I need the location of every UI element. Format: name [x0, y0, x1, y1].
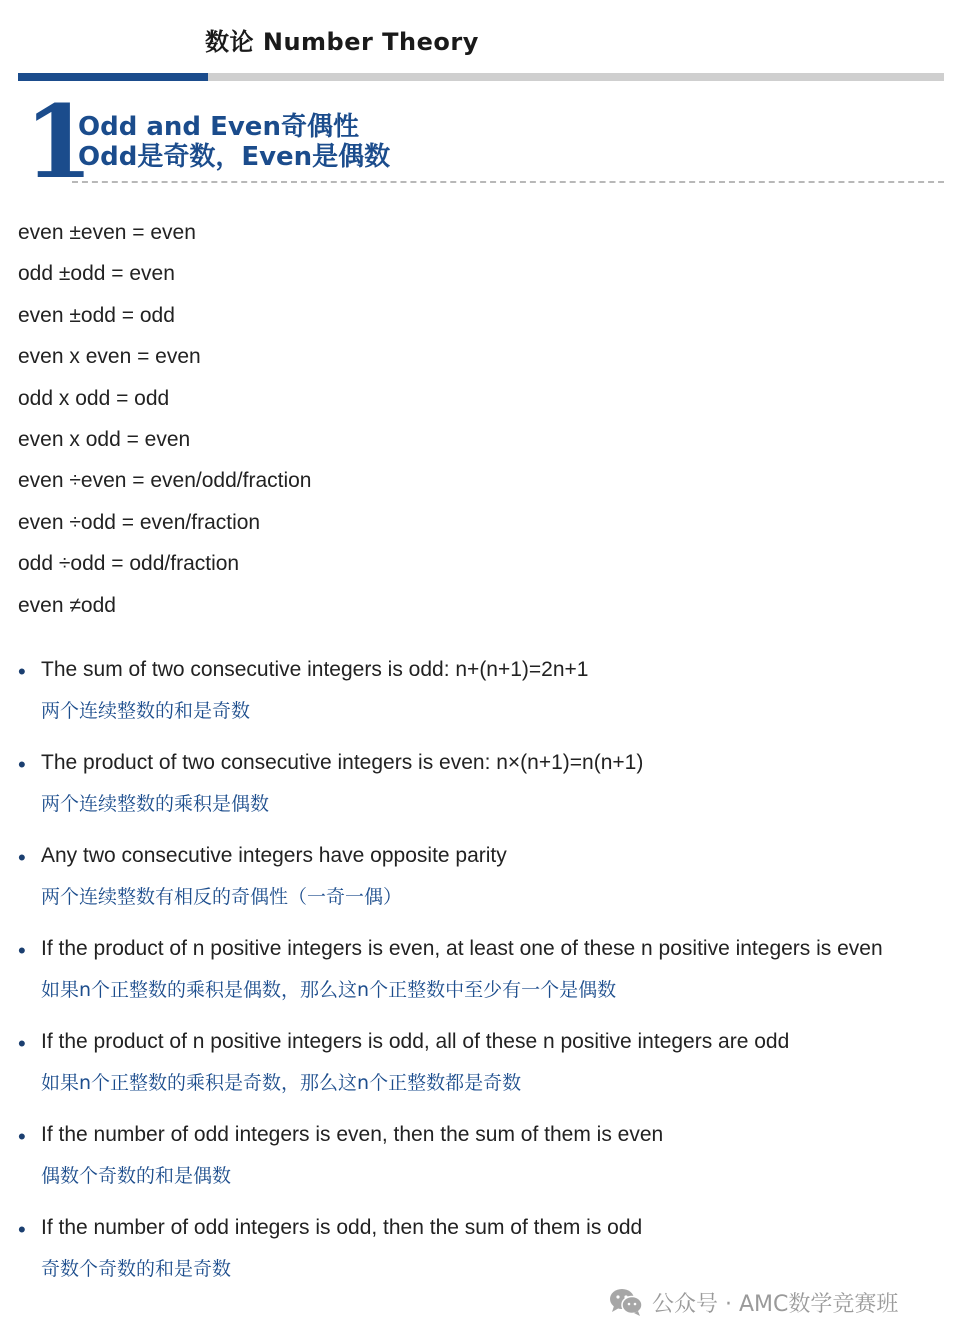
- section-title: [78, 112, 390, 172]
- fact-english: Any two consecutive integers have opposite parity: [41, 844, 507, 867]
- section-number: 1: [24, 83, 94, 201]
- fact-english: If the product of n positive integers is odd, all of these n positive integers are odd: [41, 1030, 790, 1053]
- parity-rule: even ÷even = even/odd/fraction: [18, 469, 312, 493]
- fact-item: [18, 931, 948, 1024]
- fact-chinese: 如果n个正整数的乘积是奇数，那么这n个正整数都是奇数: [41, 1072, 522, 1094]
- fact-item: [18, 1117, 948, 1210]
- header-divider-bar: [18, 73, 944, 81]
- fact-item: [18, 1024, 948, 1117]
- fact-item: [18, 745, 948, 838]
- fact-english: If the product of n positive integers is even, at least one of these n positive integers is even: [41, 937, 883, 960]
- section-dashed-divider: [72, 181, 944, 183]
- parity-rule: odd x odd = odd: [18, 386, 170, 410]
- parity-rules-list: [18, 212, 311, 626]
- section-title-line-1: Odd and Even奇偶性: [78, 112, 359, 142]
- parity-rule: odd ÷odd = odd/fraction: [18, 552, 240, 576]
- header-divider-accent: [18, 73, 208, 81]
- bullet-icon: •: [18, 752, 26, 777]
- parity-facts-list: [18, 652, 948, 1303]
- parity-rule: odd ±odd = even: [18, 262, 175, 286]
- fact-english: If the number of odd integers is odd, then the sum of them is odd: [41, 1216, 643, 1239]
- bullet-icon: •: [18, 1217, 26, 1242]
- watermark: [608, 1285, 898, 1319]
- bullet-icon: •: [18, 938, 26, 963]
- fact-chinese: 如果n个正整数的乘积是偶数，那么这n个正整数中至少有一个是偶数: [41, 979, 617, 1001]
- fact-chinese: 两个连续整数的和是奇数: [41, 700, 251, 722]
- section-title-line-2: Odd是奇数，Even是偶数: [78, 142, 391, 172]
- parity-rule: even ±even = even: [18, 221, 196, 244]
- fact-item: [18, 838, 948, 931]
- parity-rule: even ≠odd: [18, 593, 116, 617]
- parity-rule: even x odd = even: [18, 428, 191, 452]
- fact-item: [18, 652, 948, 745]
- page-header-title: 数论 Number Theory: [205, 28, 479, 56]
- bullet-icon: •: [18, 1124, 26, 1149]
- parity-rule: even ÷odd = even/fraction: [18, 510, 261, 534]
- fact-english: The sum of two consecutive integers is odd: n+(n+1)=2n+1: [41, 658, 589, 681]
- bullet-icon: •: [18, 1031, 26, 1056]
- bullet-icon: •: [18, 845, 26, 870]
- fact-english: If the number of odd integers is even, then the sum of them is even: [41, 1123, 664, 1146]
- bullet-icon: •: [18, 659, 26, 684]
- fact-chinese: 偶数个奇数的和是偶数: [41, 1165, 232, 1187]
- fact-chinese: 两个连续整数有相反的奇偶性（一奇一偶）: [41, 886, 403, 908]
- fact-english: The product of two consecutive integers is even: n×(n+1)=n(n+1): [41, 751, 644, 774]
- parity-rule: even x even = even: [18, 345, 201, 369]
- parity-rule: even ±odd = odd: [18, 303, 175, 327]
- watermark-text: 公众号 · AMC数学竞赛班: [652, 1291, 899, 1317]
- fact-chinese: 两个连续整数的乘积是偶数: [41, 793, 270, 815]
- wechat-icon: [608, 1287, 644, 1317]
- fact-chinese: 奇数个奇数的和是奇数: [41, 1258, 232, 1280]
